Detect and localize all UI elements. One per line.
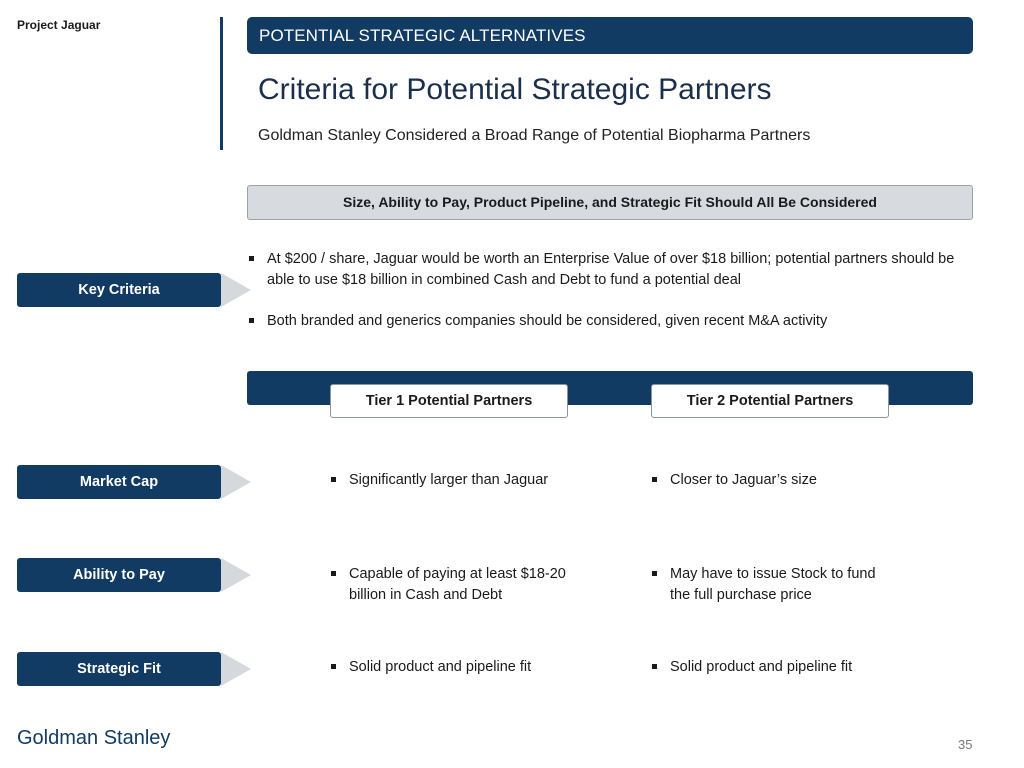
tier1-header: Tier 1 Potential Partners <box>330 384 568 418</box>
ability-to-pay-arrow <box>221 558 251 592</box>
bullet-text: Both branded and generics companies should be considered, given recent M&A activity <box>267 313 828 329</box>
ability-to-pay-label: Ability to Pay <box>17 558 221 592</box>
header-divider <box>220 17 223 150</box>
bullet-marker <box>331 571 336 576</box>
bullet-marker <box>249 318 254 323</box>
bullet-marker <box>331 477 336 482</box>
bullet-marker <box>652 664 657 669</box>
market-cap-arrow <box>221 465 251 499</box>
bullet-marker <box>331 664 336 669</box>
market-cap-tier2 <box>652 470 892 491</box>
strategic-fit-arrow <box>221 652 251 686</box>
project-name: Project Jaguar <box>17 18 101 32</box>
page-number: 35 <box>958 737 973 752</box>
criteria-banner: Size, Ability to Pay, Product Pipeline, and Strategic Fit Should All Be Considered <box>247 185 973 220</box>
ability-to-pay-tier1 <box>331 564 571 606</box>
bullet-text: May have to issue Stock to fund the full purchase price <box>670 566 876 603</box>
bullet-text: Significantly larger than Jaguar <box>349 472 549 488</box>
bullet-marker <box>652 477 657 482</box>
page-subtitle: Goldman Stanley Considered a Broad Range of Potential Biopharma Partners <box>258 127 811 144</box>
bullet-text: Capable of paying at least $18-20 billion in Cash and Debt <box>349 566 566 603</box>
section-header: POTENTIAL STRATEGIC ALTERNATIVES <box>247 17 973 54</box>
bullet-marker <box>652 571 657 576</box>
bullet-text: Solid product and pipeline fit <box>349 659 532 675</box>
bullet-marker <box>249 256 254 261</box>
strategic-fit-tier1 <box>331 657 571 678</box>
key-criteria-bullet <box>249 249 959 291</box>
market-cap-label: Market Cap <box>17 465 221 499</box>
bullet-text: At $200 / share, Jaguar would be worth an Enterprise Value of over $18 billion; potential partners should be able to use $18 billion in combined Cash and Debt to fund a potential deal <box>267 251 955 288</box>
key-criteria-bullet <box>249 311 959 332</box>
bullet-text: Closer to Jaguar’s size <box>670 472 817 488</box>
key-criteria-arrow <box>221 273 251 307</box>
key-criteria-label: Key Criteria <box>17 273 221 307</box>
footer-brand: Goldman Stanley <box>17 727 171 749</box>
ability-to-pay-tier2 <box>652 564 877 606</box>
bullet-text: Solid product and pipeline fit <box>670 659 853 675</box>
page-title: Criteria for Potential Strategic Partners <box>258 73 772 106</box>
market-cap-tier1 <box>331 470 571 491</box>
tier2-header: Tier 2 Potential Partners <box>651 384 889 418</box>
strategic-fit-tier2 <box>652 657 892 678</box>
strategic-fit-label: Strategic Fit <box>17 652 221 686</box>
